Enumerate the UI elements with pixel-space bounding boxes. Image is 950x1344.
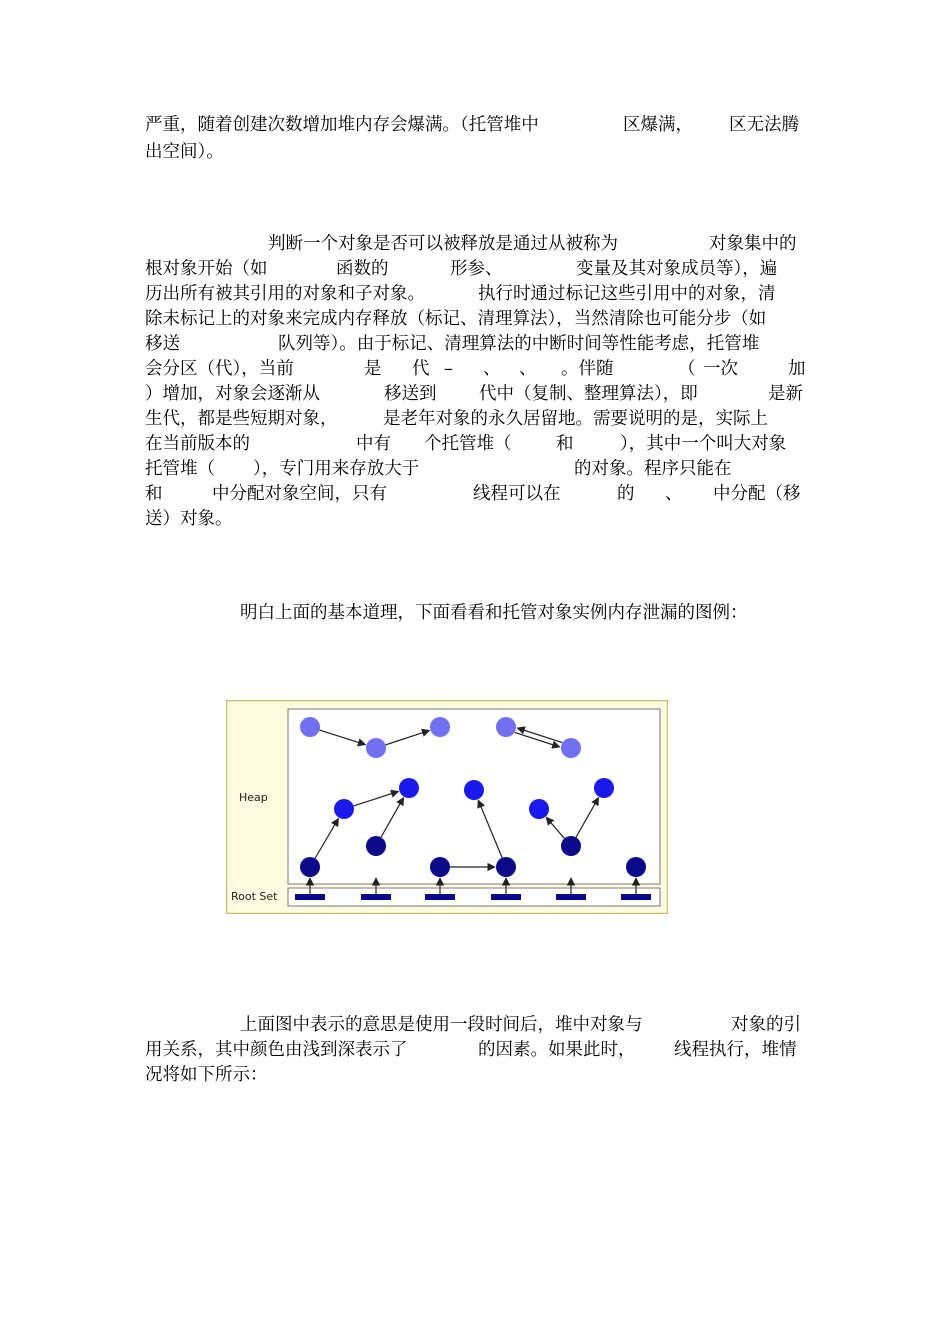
text-segment: 和 — [556, 434, 574, 454]
text-segment: 历出所有被其引用的对象和子对象。 — [145, 284, 425, 304]
text-segment: 区爆满， — [623, 115, 693, 135]
text-segment: 是 — [364, 359, 382, 379]
heap-object — [561, 738, 581, 758]
text-segment: 上面图中表示的意思是使用一段时间后，堆中对象与 — [240, 1015, 643, 1035]
root-reference — [361, 894, 391, 900]
heap-object — [626, 857, 646, 877]
text-segment: 、 — [519, 359, 537, 379]
heap-object — [430, 717, 450, 737]
heap-object — [496, 717, 516, 737]
text-segment: 是老年对象的永久居留地。需要说明的是，实际上 — [383, 409, 768, 429]
root-set-label: Root Set — [231, 890, 278, 903]
text-segment: 在当前版本的 — [145, 434, 250, 454]
text-segment: 变量及其对象成员等），遍 — [576, 259, 778, 279]
text-segment: 中有 — [356, 434, 391, 454]
heap-object — [366, 836, 386, 856]
text-segment: 是新 — [768, 384, 803, 404]
heap-object — [366, 738, 386, 758]
heap-object — [300, 717, 320, 737]
text-segment: 托管堆（ — [145, 459, 215, 479]
text-segment: 出空间）。 — [145, 142, 224, 162]
text-segment: （ — [678, 359, 696, 379]
heap-object — [300, 857, 320, 877]
text-segment: 加 — [788, 359, 806, 379]
text-segment: 、 — [665, 484, 683, 504]
heap-object — [529, 799, 549, 819]
text-segment: 明白上面的基本道理，下面看看和托管对象实例内存泄漏的图例： — [240, 603, 748, 623]
heap-object — [594, 778, 614, 798]
text-segment: 的因素。如果此时， — [478, 1040, 636, 1060]
heap-object — [399, 778, 419, 798]
heap-object — [496, 857, 516, 877]
text-segment: 和 — [145, 484, 163, 504]
text-segment: 移送到 — [384, 384, 437, 404]
text-segment: 个托管堆（ — [424, 434, 512, 454]
heap-label: Heap — [239, 791, 268, 804]
text-segment: 况将如下所示： — [145, 1065, 268, 1085]
text-segment: 函数的 — [336, 259, 389, 279]
text-segment: 根对象开始（如 — [145, 259, 268, 279]
text-segment: 用关系，其中颜色由浅到深表示了 — [145, 1040, 408, 1060]
root-reference — [295, 894, 325, 900]
text-segment: 移送 — [145, 334, 180, 354]
text-segment: 送）对象。 — [145, 509, 233, 529]
text-segment: 对象的引 — [731, 1015, 801, 1035]
text-segment: 线程可以在 — [473, 484, 561, 504]
text-segment: 会分区（代），当前 — [145, 359, 294, 379]
text-segment: 执行时通过标记这些引用中的对象，清 — [478, 284, 776, 304]
text-segment: 线程执行，堆情 — [674, 1040, 797, 1060]
text-segment: 除未标记上的对象来完成内存释放（标记、清理算法），当然清除也可能分步（如 — [145, 309, 767, 329]
root-reference — [621, 894, 651, 900]
text-segment: 一次 — [703, 359, 738, 379]
heap-object — [464, 780, 484, 800]
text-segment: 中分配对象空间，只有 — [212, 484, 387, 504]
root-reference — [425, 894, 455, 900]
text-segment: 。伴随 — [561, 359, 614, 379]
heap-object — [334, 799, 354, 819]
text-segment: 严重，随着创建次数增加堆内存会爆满。（托管堆中 — [145, 115, 539, 135]
root-reference — [556, 894, 586, 900]
text-segment: – — [444, 359, 453, 379]
text-segment: 代 — [412, 359, 430, 379]
text-segment: 区无法腾 — [729, 115, 799, 135]
text-segment: 队列等）。由于标记、清理算法的中断时间等性能考虑，托管堆 — [278, 334, 760, 354]
text-segment: ）增加，对象会逐渐从 — [145, 384, 320, 404]
text-segment: 代中（复制、整理算法），即 — [479, 384, 698, 404]
text-segment: 生代，都是些短期对象， — [145, 409, 338, 429]
text-segment: ），专门用来存放大于 — [253, 459, 420, 479]
text-segment: 的对象。程序只能在 — [574, 459, 732, 479]
text-segment: ），其中一个叫大对象 — [620, 434, 787, 454]
root-reference — [491, 894, 521, 900]
heap-diagram — [226, 700, 668, 914]
text-segment: 判断一个对象是否可以被释放是通过从被称为 — [268, 234, 618, 254]
root-set-area — [288, 888, 660, 906]
heap-object — [430, 857, 450, 877]
text-segment: 对象集中的 — [709, 234, 797, 254]
heap-object — [561, 836, 581, 856]
heap-diagram-svg — [226, 700, 668, 914]
text-segment: 的 — [617, 484, 635, 504]
text-segment: 中分配（移 — [713, 484, 801, 504]
text-segment: 、 — [483, 359, 501, 379]
text-segment: 形参、 — [450, 259, 503, 279]
